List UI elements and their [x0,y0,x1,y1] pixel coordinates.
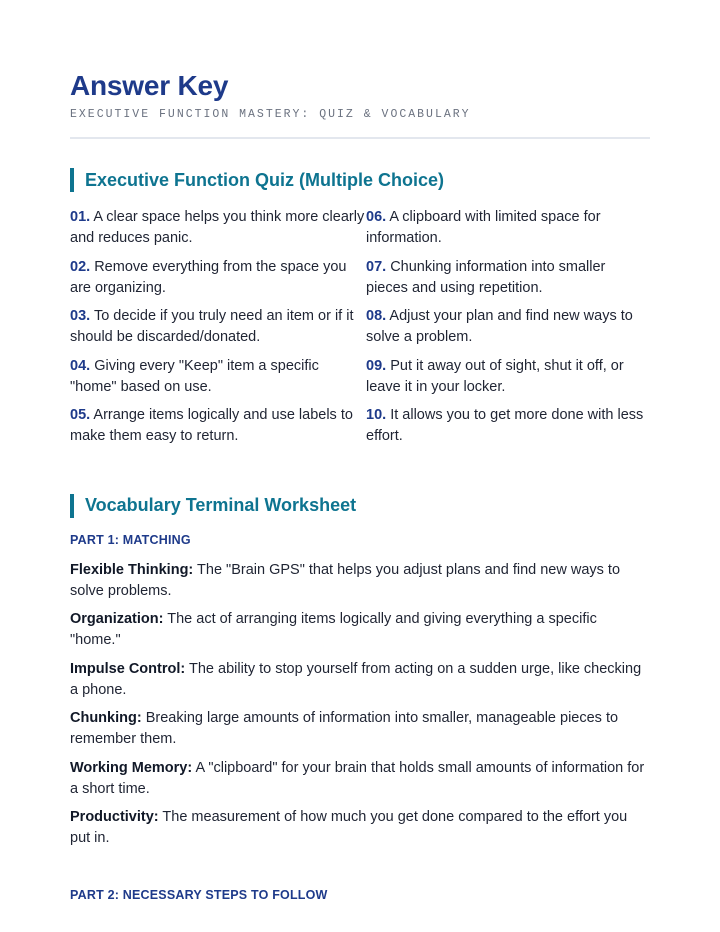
vocab-item [70,807,650,849]
vocab-definition: Breaking large amounts of information into smaller, manageable pieces to remember them. [70,710,619,747]
quiz-answer-number: 02. [70,258,91,275]
quiz-answer-number: 06. [366,209,387,225]
page-subtitle: EXECUTIVE FUNCTION MASTERY: QUIZ & VOCABULARY [70,108,471,121]
quiz-answer [366,207,650,249]
vocab-definition: The act of arranging items logically and giving everything a specific "home." [70,611,597,648]
quiz-answer-number: 05. [70,407,91,423]
vocab-item [70,758,650,800]
vocab-list [70,560,650,850]
vocab-term: Chunking: [70,710,142,726]
page-title: Answer Key [70,70,229,101]
quiz-answer-text: Giving every "Keep" item a specific "home" based on use. [70,357,319,395]
quiz-answers-grid [70,207,650,455]
quiz-answer-text: To decide if you truly need an item or if it should be discarded/donated. [70,308,354,345]
quiz-answer [70,356,366,398]
vocab-term: Flexible Thinking: [70,561,194,578]
quiz-answer-number: 03. [70,308,91,324]
quiz-answer [366,257,650,299]
quiz-answer-text: Adjust your plan and find new ways to solve a problem. [366,308,633,345]
quiz-answer-number: 07. [366,258,387,275]
vocab-item [70,659,650,701]
vocab-item [70,708,650,750]
quiz-column-left [70,207,366,455]
vocab-definition: The "Brain GPS" that helps you adjust plans and find new ways to solve problems. [70,561,621,599]
quiz-answer [70,306,366,348]
quiz-answer-text: Arrange items logically and use labels to make them easy to return. [70,407,353,444]
quiz-answer [70,405,366,447]
vocab-item [70,609,650,651]
quiz-answer-number: 01. [70,209,91,225]
quiz-answer [70,257,366,299]
header-divider [70,137,650,139]
vocab-section-heading: Vocabulary Terminal Worksheet [70,494,650,518]
quiz-answer-text: It allows you to get more done with less effort. [366,407,644,444]
vocab-definition: The measurement of how much you get done compared to the effort you put in. [70,809,628,846]
quiz-answer-number: 09. [366,357,387,374]
quiz-answer [70,207,366,249]
quiz-answer-text: Chunking information into smaller pieces and using repetition. [366,258,606,296]
part1-label: PART 1: MATCHING [70,532,191,547]
vocab-term: Organization: [70,611,164,627]
quiz-answer-text: A clear space helps you think more clearly and reduces panic. [70,209,365,246]
quiz-column-right [366,207,650,455]
quiz-answer-number: 04. [70,357,91,374]
quiz-answer-number: 08. [366,308,387,324]
vocab-term: Productivity: [70,809,159,825]
quiz-answer-text: Put it away out of sight, shut it off, or leave it in your locker. [366,357,624,395]
quiz-answer-text: A clipboard with limited space for information. [366,209,601,246]
part2-label: PART 2: NECESSARY STEPS TO FOLLOW [70,888,328,902]
vocab-item [70,560,650,602]
quiz-section-heading: Executive Function Quiz (Multiple Choice) [70,168,650,192]
quiz-answer [366,306,650,348]
vocab-term: Impulse Control: [70,660,186,677]
quiz-answer [366,356,650,398]
quiz-answer [366,405,650,447]
vocab-definition: A "clipboard" for your brain that holds small amounts of information for a short time. [70,759,645,797]
quiz-answer-number: 10. [366,407,387,423]
vocab-definition: The ability to stop yourself from acting on a sudden urge, like checking a phone. [70,660,642,698]
vocab-term: Working Memory: [70,759,193,776]
quiz-answer-text: Remove everything from the space you are organizing. [70,258,347,296]
